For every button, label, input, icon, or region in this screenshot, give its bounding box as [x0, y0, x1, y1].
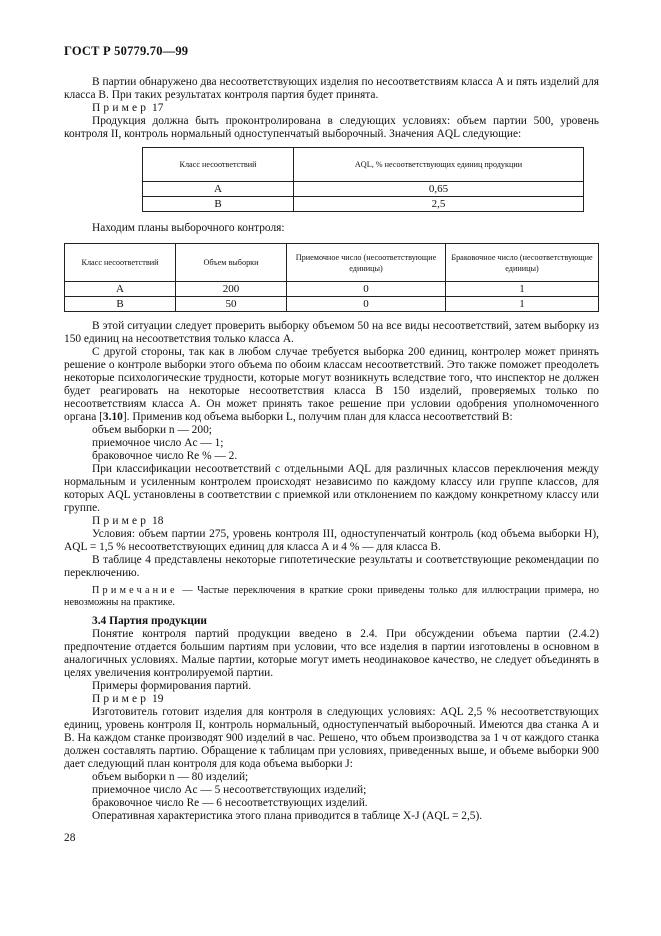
example-number: 19 — [152, 693, 164, 705]
table-header-row — [143, 148, 584, 182]
paragraph: В партии обнаружено два несоответствующих изделия по несоответствиям класса А и пять изделий для класса В. При таких результатах контроля партия будет принята. — [64, 76, 599, 101]
table-cell: 1 — [446, 297, 599, 312]
table-header-cell: Класс несоответствий — [65, 244, 176, 282]
paragraph: Изготовитель готовит изделия для контроля в следующих условиях: AQL 2,5 % несоответствующих единиц, уровень контроля II, контроль нормальный, одноступенчатый выборочный. Имеются два станка А и В. На каждом станке производят 900 изделий в час. Решено, что объем производства за 1 ч от каждого станка должен составлять партию. Обращение к таблицам при условиях, приведенных выше, и объеме выборки 900 дает следующий план контроля для кода объема выборки J: — [64, 706, 599, 770]
document-body — [64, 76, 599, 823]
section-heading: 3.4 Партия продукции — [92, 615, 207, 627]
paragraph — [64, 346, 599, 424]
paragraph: Находим планы выборочного контроля: — [92, 222, 285, 234]
table-cell: 1 — [446, 282, 599, 297]
table-row — [143, 197, 584, 212]
sampling-plans-table — [64, 243, 599, 312]
paragraph: Понятие контроля партий продукции введено в 2.4. При обсуждении объема партии (2.4.2) предпочтение отдается большим партиям при условии, что все изделия в партии изготовлены в основном в аналогичных условиях. Малые партии, которые могут иметь неодинаковое качество, не следует объединять в целях увеличения контролируемой партии. — [64, 628, 599, 679]
example-number: 18 — [152, 515, 164, 527]
note-text: — Частые переключения в краткие сроки приведены только для иллюстрации примера, но невозможны на практике. — [64, 585, 600, 608]
example-label: Пример — [92, 102, 150, 114]
table-cell: 50 — [176, 297, 287, 312]
table-header-cell: AQL, % несоответствующих единиц продукции — [294, 148, 584, 182]
table-cell: B — [65, 297, 176, 312]
list-item: приемочное число Ac — 1; — [92, 437, 224, 449]
paragraph: Условия: объем партии 275, уровень контроля III, одноступенчатый контроль (код объема выборки Н), AQL = 1,5 % несоответствующих единиц для класса А и 4 % — для класса В. — [64, 528, 599, 553]
table-cell: 0 — [287, 282, 446, 297]
table-header-cell: Приемочное число (несоответствующие единицы) — [287, 244, 446, 282]
table-cell: 0,65 — [294, 182, 584, 197]
paragraph-text: С другой стороны, так как в любом случае требуется выборка 200 единиц, контролер может принять решение о контроле выборки этого объема по обоим классам несоответствий. Это также поможет преодолеть некоторые психологические трудности, которые могут возникнуть вследствие того, что инспектор не должен будет реагировать на некоторые несоответствия класса В 150 изделий, проверяемых только по несоответствиям класса А. Он может принять такое решение при условии одобрения уполномоченного органа [ — [64, 346, 599, 423]
table-row — [143, 182, 584, 197]
list-item: объем выборки n — 80 изделий; — [92, 771, 249, 783]
example-heading — [64, 693, 599, 706]
example-label: Пример — [92, 515, 150, 527]
example-heading — [64, 102, 599, 115]
list-item: объем выборки n — 200; — [92, 424, 212, 436]
paragraph: Примеры формирования партий. — [92, 680, 252, 692]
table-row — [65, 297, 599, 312]
note-label: Примечание — [92, 585, 178, 596]
example-heading — [64, 515, 599, 528]
reference: 3.10 — [102, 411, 123, 423]
table-cell: 200 — [176, 282, 287, 297]
table-cell: A — [65, 282, 176, 297]
document-header: ГОСТ Р 50779.70—99 — [64, 44, 189, 58]
example-label: Пример — [92, 693, 150, 705]
paragraph-text: ]. Применив код объема выборки L, получим план для класса несоответствий В: — [122, 411, 513, 423]
table-header-cell: Класс несоответствий — [143, 148, 294, 182]
table-cell: B — [143, 197, 294, 212]
example-number: 17 — [152, 102, 164, 114]
table-header-row — [65, 244, 599, 282]
paragraph: Продукция должна быть проконтролирована в следующих условиях: объем партии 500, уровень контроля II, контроль нормальный одноступенчатый выборочный. Значения AQL следующие: — [64, 115, 599, 140]
table-cell: 0 — [287, 297, 446, 312]
table-header-cell: Браковочное число (несоответствующие единицы) — [446, 244, 599, 282]
table-cell: A — [143, 182, 294, 197]
table-header-cell: Объем выборки — [176, 244, 287, 282]
list-item: браковочное число Re — 6 несоответствующих изделий. — [92, 797, 368, 809]
list-item: браковочное число Re % — 2. — [92, 450, 238, 462]
paragraph: При классификации несоответствий с отдельными AQL для различных классов переключения между нормальным и усиленным контролем происходят независимо по каждому классу или группе классов, для которых AQL установлены в соответствии с приемкой или отклонением по каждому конкретному классу или группе. — [64, 463, 599, 514]
paragraph: В таблице 4 представлены некоторые гипотетические результаты и соответствующие рекомендации по переключению. — [64, 554, 599, 579]
note — [64, 585, 599, 609]
list-item: приемочное число Ac — 5 несоответствующих изделий; — [92, 784, 367, 796]
table-row — [65, 282, 599, 297]
table-cell: 2,5 — [294, 197, 584, 212]
paragraph: В этой ситуации следует проверить выборку объемом 50 на все виды несоответствий, затем выборку из 150 единиц на несоответствия только класса А. — [64, 320, 599, 345]
paragraph: Оперативная характеристика этого плана приводится в таблице X-J (AQL = 2,5). — [92, 810, 483, 822]
page-number: 28 — [64, 832, 76, 844]
aql-table — [142, 147, 584, 212]
